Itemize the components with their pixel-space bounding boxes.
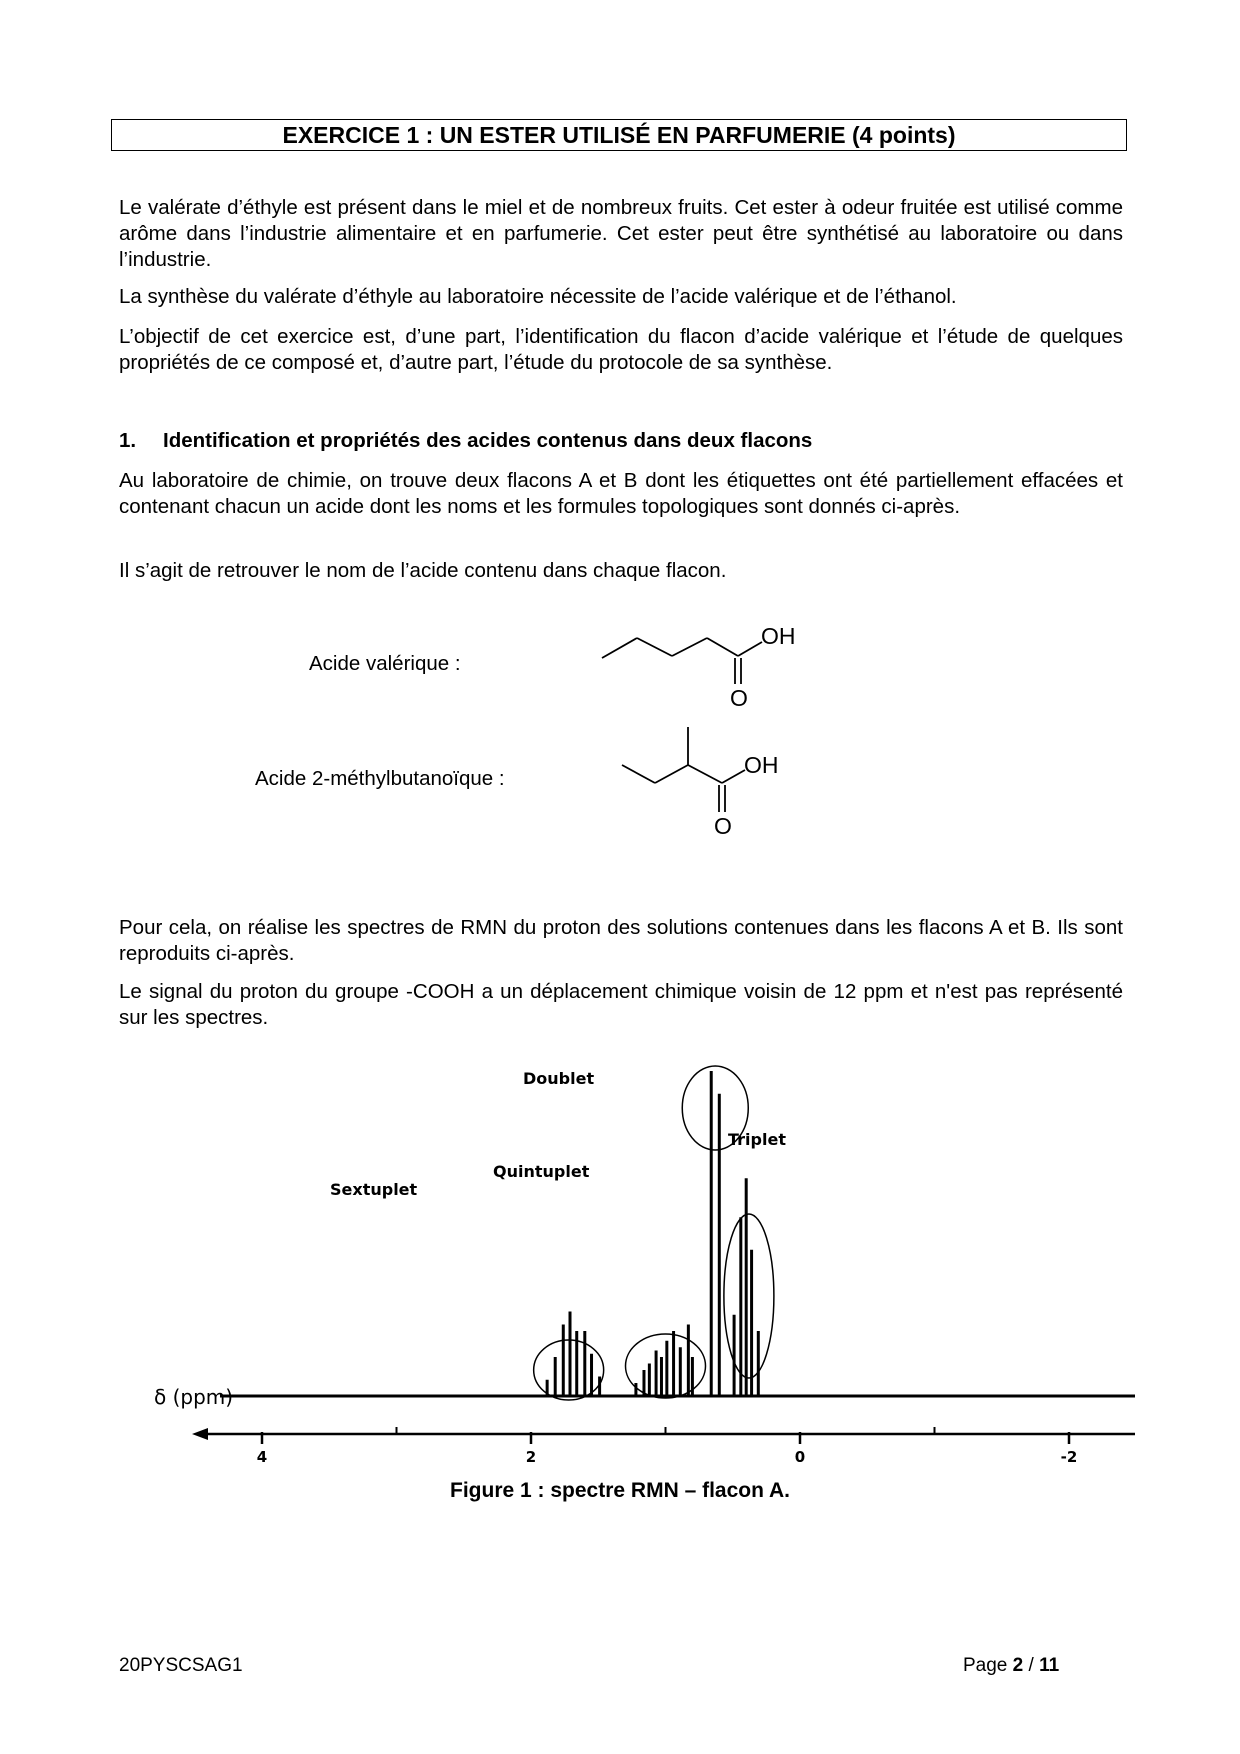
x-axis-tick-label: -2 <box>1060 1448 1078 1466</box>
intro-paragraph-2: La synthèse du valérate d’éthyle au laboratoire nécessite de l’acide valérique et de l’éthanol. <box>119 285 957 308</box>
document-code: 20PYSCSAG1 <box>119 1655 243 1676</box>
section-1-paragraph-1: Au laboratoire de chimie, on trouve deux flacons A et B dont les étiquettes ont été partiellement effacées et contenant chacun un acide dont les noms et les formules topologiques sont donnés ci-après. <box>119 469 1123 518</box>
section-1-paragraph-3: Pour cela, on réalise les spectres de RMN du proton des solutions contenues dans les flacons A et B. Ils sont reproduits ci-après. <box>119 916 1123 965</box>
annotation-label: Doublet <box>523 1069 595 1088</box>
carbonyl-oxygen-label: O <box>730 685 748 711</box>
section-1-paragraph-2: Il s’agit de retrouver le nom de l’acide contenu dans chaque flacon. <box>119 559 727 582</box>
page-number <box>963 1655 1059 1677</box>
annotation-label: Quintuplet <box>493 1162 590 1181</box>
page-total: 11 <box>1039 1655 1060 1676</box>
section-title: Identification et propriétés des acides contenus dans deux flacons <box>163 429 813 452</box>
methylbutanoic-acid-structure <box>610 715 810 840</box>
valeric-acid-structure <box>590 618 810 718</box>
intro-paragraph-3: L’objectif de cet exercice est, d’une part, l’identification du flacon d’acide valérique et l’étude de quelques propriétés de ce composé et, d’autre part, l’étude du protocole de sa synthèse. <box>119 325 1123 374</box>
page-prefix: Page <box>963 1655 1008 1676</box>
section-1-heading <box>119 429 812 453</box>
exercise-title: EXERCICE 1 : UN ESTER UTILISÉ EN PARFUMERIE (4 points) <box>111 119 1127 151</box>
page-current: 2 <box>1012 1655 1024 1676</box>
nmr-spectrum-chart <box>140 1060 1140 1470</box>
section-1-paragraph-4: Le signal du proton du groupe -COOH a un déplacement chimique voisin de 12 ppm et n'est pas représenté sur les spectres. <box>119 980 1123 1029</box>
valeric-acid-label: Acide valérique : <box>309 652 461 675</box>
page-separator: / <box>1028 1655 1034 1676</box>
hydroxyl-label: OH <box>744 752 779 778</box>
hydroxyl-label: OH <box>761 623 796 649</box>
annotation-label: Sextuplet <box>330 1180 418 1199</box>
figure-1-caption: Figure 1 : spectre RMN – flacon A. <box>450 1479 790 1502</box>
section-number: 1. <box>119 429 137 452</box>
intro-paragraph-1: Le valérate d’éthyle est présent dans le miel et de nombreux fruits. Cet ester à odeur fruitée est utilisé comme arôme dans l’industrie alimentaire et en parfumerie. Cet ester peut être synthétisé au laboratoire ou dans l’industrie. <box>119 196 1123 271</box>
x-axis-tick-label: 2 <box>525 1448 537 1466</box>
methylbutanoic-acid-label: Acide 2-méthylbutanoïque : <box>255 767 505 790</box>
x-axis-tick-label: 0 <box>794 1448 806 1466</box>
axis-arrow-icon <box>192 1428 208 1440</box>
x-axis-label: δ (ppm) <box>154 1385 234 1409</box>
x-axis-tick-label: 4 <box>256 1448 268 1466</box>
carbonyl-oxygen-label: O <box>714 813 732 839</box>
annotation-ellipse <box>724 1214 774 1378</box>
annotation-label: Triplet <box>728 1130 786 1149</box>
